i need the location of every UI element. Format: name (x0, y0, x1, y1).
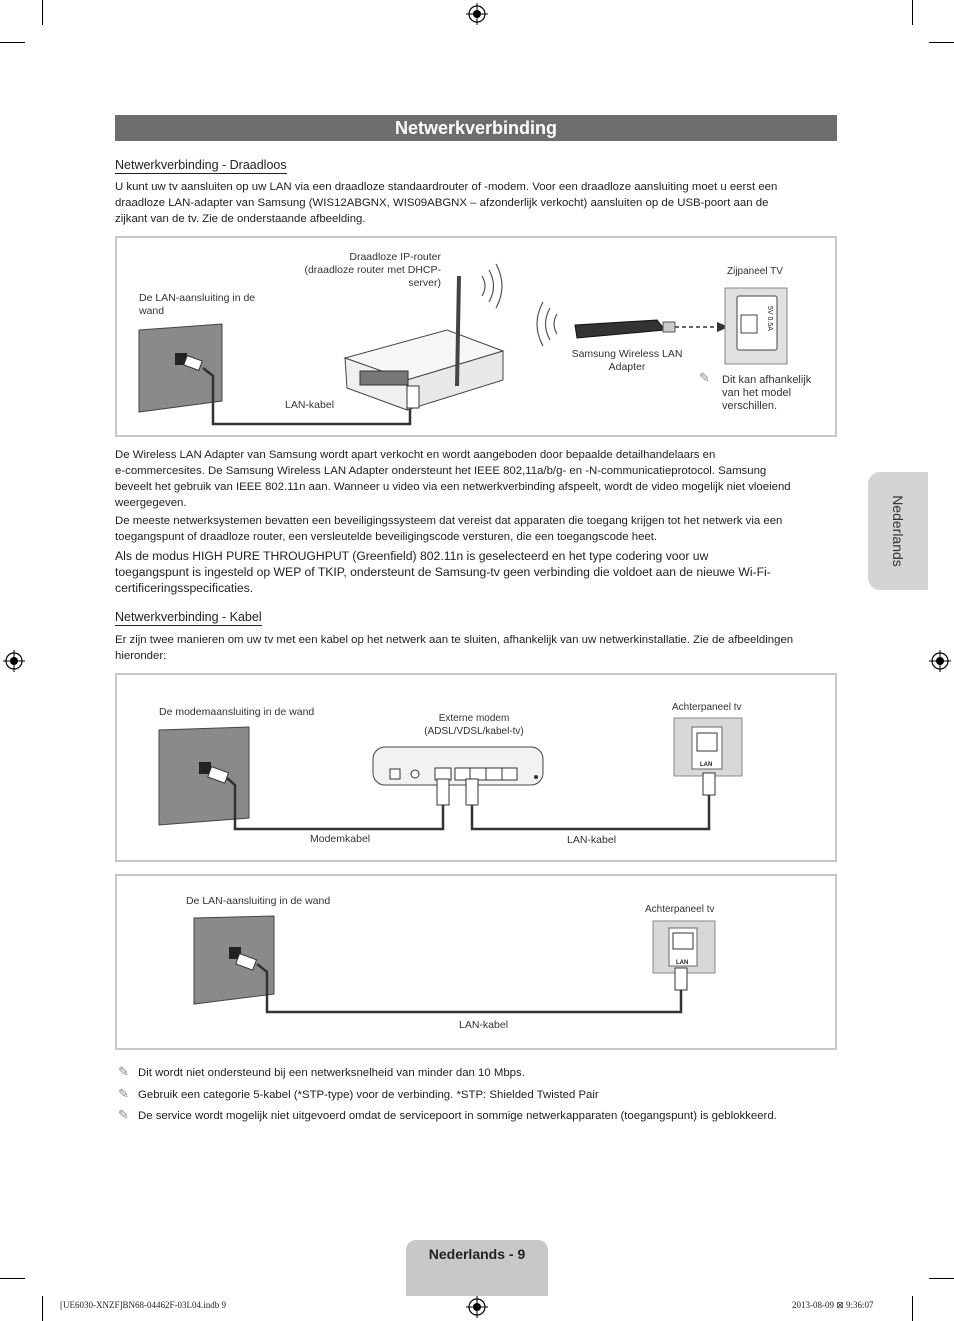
crop-mark (912, 0, 913, 25)
registration-mark-icon (466, 3, 488, 25)
model-note: Dit kan afhankelijk van het model verschillen. (722, 374, 812, 412)
crop-mark (929, 42, 954, 43)
wireless-paragraph-2: De meeste netwerksystemen bevatten een beveiligingssysteem dat vereist dat apparaten die toegang krijgen tot het netwerk via een toegangspunt of draadloze router, een versleutelde beveiligingscode versturen, die een toegangscode heet. (115, 515, 783, 543)
modem-label: Externe modem (ADSL/VDSL/kabel-tv) (424, 713, 524, 737)
lan-cable-label: LAN-kabel (285, 399, 335, 411)
lan-port-label: LAN (700, 762, 713, 768)
note-item: ✎ Gebruik een categorie 5-kabel (*STP-type) voor de verbinding. *STP: Shielded Twisted Pair (118, 1086, 599, 1101)
wireless-paragraph-3: Als de modus HIGH PURE THROUGHPUT (Greenfield) 802.11n is geselecteerd en het type codering voor uw toegangspunt is ingesteld op WEP of TKIP, ondersteunt de Samsung-tv geen verbinding die voldoet aan de nieuwe Wi-Fi- certificeringsspecificaties. (115, 549, 771, 595)
side-panel-label: Zijpaneel TV (727, 266, 783, 277)
back-panel-label: Achterpaneel tv (672, 702, 742, 713)
lan-wall-label: De LAN-aansluiting in de wand (186, 895, 331, 907)
wireless-diagram (115, 236, 837, 437)
note-icon: ✎ (118, 1086, 129, 1101)
back-panel-label: Achterpaneel tv (645, 904, 715, 915)
lan-cable-label: LAN-kabel (459, 1019, 509, 1031)
note-icon: ✎ (699, 370, 710, 385)
side-tab-label: Nederlands (890, 495, 906, 567)
crop-mark (42, 1296, 43, 1321)
lan-cable-label: LAN-kabel (567, 834, 617, 846)
adapter-label: Samsung Wireless LAN Adapter (571, 348, 683, 373)
section-heading-wireless: Netwerkverbinding - Draadloos (115, 158, 287, 172)
page-number-tab (406, 1240, 548, 1296)
lan-wall-diagram (115, 874, 837, 1050)
note-icon: ✎ (118, 1107, 129, 1122)
modem-diagram (115, 673, 837, 862)
router-label: Draadloze IP-router (draadloze router met DHCP- server) (304, 251, 441, 289)
registration-mark-icon (466, 1296, 488, 1318)
note-item: ✎ Dit wordt niet ondersteund bij een netwerksnelheid van minder dan 10 Mbps. (118, 1064, 525, 1079)
note-item: ✎ De service wordt mogelijk niet uitgevoerd omdat de servicepoort in sommige netwerkapparaten (toegangspunt) is geblokkeerd. (118, 1107, 777, 1122)
language-side-tab (868, 472, 928, 590)
registration-mark-icon (3, 650, 25, 672)
wall-lan-label: De LAN-aansluiting in de wand (139, 292, 256, 317)
note-icon: ✎ (118, 1064, 129, 1079)
crop-mark (912, 1296, 913, 1321)
wireless-intro: U kunt uw tv aansluiten op uw LAN via een draadloze standaardrouter of -modem. Voor een draadloze aansluiting moet u eerst een draadloze LAN-adapter van Samsung (WIS12ABGNX, WIS09ABGNX – afzonderlijk verkocht) aansluiten op de USB-poort aan de zijkant van de tv. Zie de onderstaande afbeelding. (115, 181, 778, 225)
registration-mark-icon (929, 650, 951, 672)
modem-wall-label: De modemaansluiting in de wand (159, 706, 315, 718)
cable-intro: Er zijn twee manieren om uw tv met een kabel op het netwerk aan te sluiten, afhankelijk van uw netwerkinstallatie. Zie de afbeeldingen hieronder: (115, 634, 794, 662)
crop-mark (929, 1278, 954, 1279)
print-file-info: [UE6030-XNZF]BN68-04462F-03L04.indb 9 (60, 1300, 226, 1310)
page-title: Netwerkverbinding (115, 115, 837, 141)
usb-label: 5V 0.5A (766, 306, 773, 331)
print-date-info: 2013-08-09 ⊠ 9:36:07 (792, 1300, 874, 1310)
crop-mark (42, 0, 43, 25)
lan-port-label: LAN (676, 960, 689, 966)
crop-mark (0, 1278, 25, 1279)
section-heading-cable: Netwerkverbinding - Kabel (115, 610, 262, 624)
wireless-paragraph-1: De Wireless LAN Adapter van Samsung wordt apart verkocht en wordt aangeboden door bepaalde detailhandelaars en e-commercesites. De Samsung Wireless LAN Adapter ondersteunt het IEEE 802,11a/b/g- en -N-communicatieprotocol. Samsung beveelt het gebruik van IEEE 802.11n aan. Wanneer u video via een netwerkverbinding afspeelt, wordt de video mogelijk niet vloeiend weergegeven. (115, 449, 791, 509)
crop-mark (0, 42, 25, 43)
modem-cable-label: Modemkabel (310, 833, 371, 845)
page-number: Nederlands - 9 (428, 1246, 526, 1262)
